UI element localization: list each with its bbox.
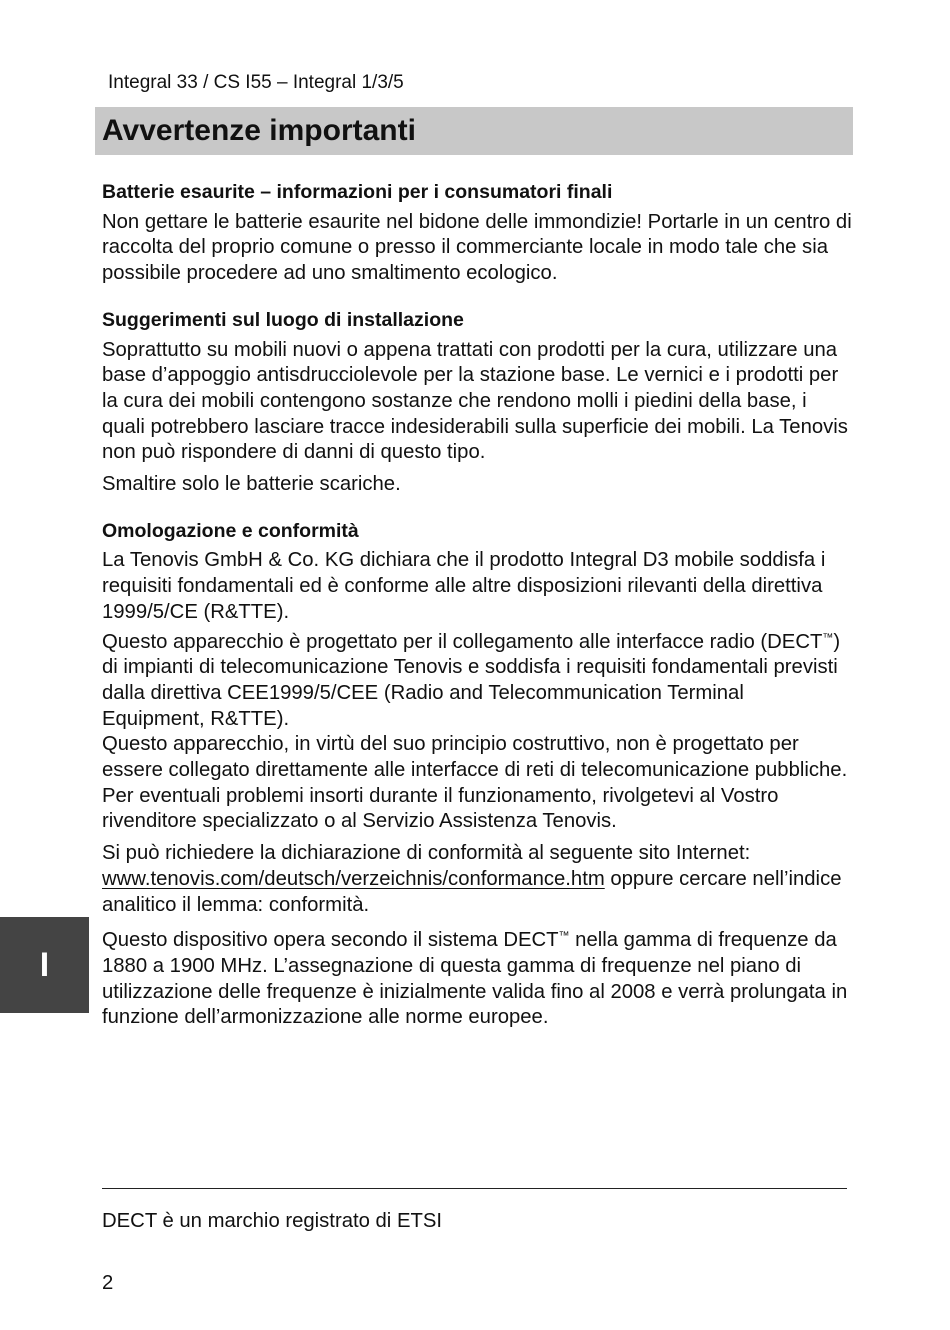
paragraph: Non gettare le batterie esaurite nel bidone delle immondizie! Portarle in un centro di raccolta del proprio comune o presso il commerciante locale in modo tale che sia possibile procedere ad uno smaltimento ecologico. [102,210,852,285]
conformance-link[interactable]: www.tenovis.com/deutsch/verzeichnis/conformance.htm [102,867,605,890]
trademark-symbol: ™ [822,631,834,644]
text-run: Si può richiedere la dichiarazione di conformità al seguente sito Internet: [102,842,751,865]
trademark-symbol: ™ [558,930,570,943]
footnote-divider [102,1188,847,1189]
text-run: Questo dispositivo opera secondo il sistema DECT [102,929,559,952]
paragraph [102,924,852,1031]
section-conformity [102,519,852,1031]
text-run: ) di impianti di telecomunicazione Tenovis e soddisfa i requisiti fondamentali previsti dalla direttiva CEE1999/5/CEE (Radio and Telecommunication Terminal Equipment, R&TTE). [102,630,841,730]
page-number: 2 [102,1272,114,1294]
paragraph: Smaltire solo le batterie scariche. [102,473,401,496]
running-header: Integral 33 / CS I55 – Integral 1/3/5 [108,72,404,93]
text-run: Questo apparecchio è progettato per il collegamento alle interfacce radio (DECT [102,630,823,653]
main-content [102,180,852,1031]
language-side-tab: I [0,917,89,1013]
text-run: oppure cercare nell’indice analitico il lemma: conformità. [102,867,842,916]
page-title: Avvertenze importanti [102,114,416,147]
section-installation [102,308,852,498]
text-run: Per eventuali problemi insorti durante il funzionamento, rivolgetevi al Vostro rivenditore specializzato o al Servizio Assistenza Tenovis. [102,784,779,833]
text-run: nella gamma di frequenze da 1880 a 1900 MHz. L’assegnazione di questa gamma di frequenze nel piano di utilizzazione delle frequenze è inizialmente valida fino al 2008 e verrà prolungata in funzione dell’armonizzazione alle norme europee. [102,929,848,1029]
paragraph [102,548,852,835]
text-run: Questo apparecchio, in virtù del suo principio costruttivo, non è progettato per essere collegato direttamente alle interfacce di reti di telecomunicazione pubbliche. [102,733,848,782]
section-heading: Omologazione e conformità [102,519,359,542]
section-heading: Suggerimenti sul luogo di installazione [102,308,464,331]
title-bar [95,107,853,155]
paragraph [102,841,852,918]
footnote: DECT è un marchio registrato di ETSI [102,1210,443,1232]
paragraph: Soprattutto su mobili nuovi o appena trattati con prodotti per la cura, utilizzare una base d’appoggio antisdrucciolevole per la stazione base. Le vernici e i prodotti per la cura dei mobili contengono sostanze che rendono molli i piedini della base, i quali potrebbero lasciare tracce indesiderabili sulla superficie dei mobili. La Tenovis non può rispondere di danni di questo tipo. [102,338,848,464]
section-heading: Batterie esaurite – informazioni per i consumatori finali [102,181,613,203]
section-batteries [102,180,852,287]
text-run: La Tenovis GmbH & Co. KG dichiara che il prodotto Integral D3 mobile soddisfa i requisiti fondamentali ed è conforme alle altre disposizioni rilevanti della direttiva 1999/5/CE (R&TTE). [102,549,826,623]
